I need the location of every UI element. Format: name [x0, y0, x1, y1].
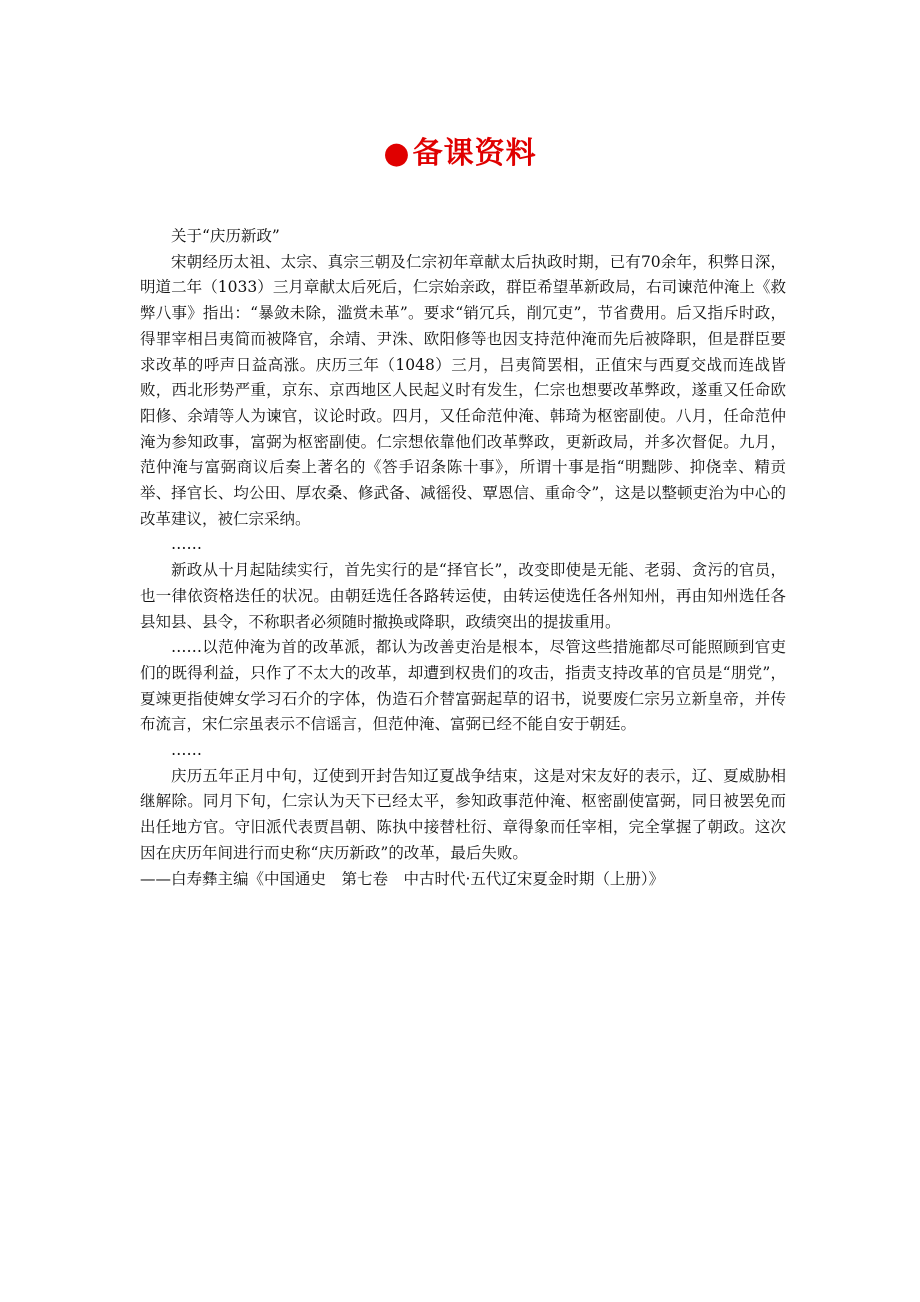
page-title-text: 备课资料 — [412, 136, 537, 171]
paragraph-3: ……以范仲淹为首的改革派，都认为改善吏治是根本，尽管这些措施都尽可能照顾到官吏们的既得利益，只作了不太大的改革，却遭到权贵们的攻击，指责支持改革的官员是“朋党”，夏竦更指使婢女学习石介的字体，伪造石介替富弼起草的诏书，说要废仁宗另立新皇帝，并传布流言，宋仁宗虽表示不信谣言，但范仲淹、富弼已经不能自安于朝廷。 — [140, 638, 786, 734]
paragraph-4: 庆历五年正月中旬，辽使到开封告知辽夏战争结束，这是对宋友好的表示，辽、夏威胁相继解除。同月下旬，仁宗认为天下已经太平，参知政事范仲淹、枢密副使富弼，同日被罢免而出任地方官。守旧派代表贾昌朝、陈执中接替杜衍、章得象而任宰相，完全掌握了朝政。这次因在庆历年间进行而史称“庆历新政”的改革，最后失败。 — [140, 766, 786, 862]
ellipsis-2: …… — [171, 741, 202, 760]
source-citation: ——白寿彝主编《中国通史 第七卷 中古时代·五代辽宋夏金时期（上册）》 — [140, 869, 665, 888]
paragraph-2: 新政从十月起陆续实行，首先实行的是“择官长”，改变即使是无能、老弱、贪污的官员，也一律依资格迭任的状况。由朝廷选任各路转运使，由转运使选任各州知州，再由知州选任各县知县、县令，不称职者必须随时撤换或降职，政绩突出的提拔重用。 — [140, 561, 786, 631]
ellipsis-1: …… — [171, 535, 202, 554]
bullet-icon: ● — [383, 136, 411, 171]
article-body — [140, 224, 786, 892]
article-heading: 关于“庆历新政” — [171, 227, 280, 245]
page-title — [0, 134, 920, 174]
paragraph-1: 宋朝经历太祖、太宗、真宗三朝及仁宗初年章献太后执政时期，已有70余年，积弊日深，明道二年（1033）三月章献太后死后，仁宗始亲政，群臣希望革新政局，右司谏范仲淹上《救弊八事》指出：“暴敛未除，滥赏未革”。要求“销冗兵，削冗吏”，节省费用。后又指斥时政，得罪宰相吕夷简而被降官，余靖、尹洙、欧阳修等也因支持范仲淹而先后被降职，但是群臣要求改革的呼声日益高涨。庆历三年（1048）三月，吕夷简罢相，正值宋与西夏交战而连战皆败，西北形势严重，京东、京西地区人民起义时有发生，仁宗也想要改革弊政，遂重又任命欧阳修、余靖等人为谏官，议论时政。四月，又任命范仲淹、韩琦为枢密副使。八月，任命范仲淹为参知政事，富弼为枢密副使。仁宗想依靠他们改革弊政，更新政局，并多次督促。九月，范仲淹与富弼商议后奏上著名的《答手诏条陈十事》，所谓十事是指“明黜陟、抑侥幸、精贡举、择官长、均公田、厚农桑、修武备、减徭役、覃恩信、重命令”，这是以整顿吏治为中心的改革建议，被仁宗采纳。 — [140, 252, 786, 528]
